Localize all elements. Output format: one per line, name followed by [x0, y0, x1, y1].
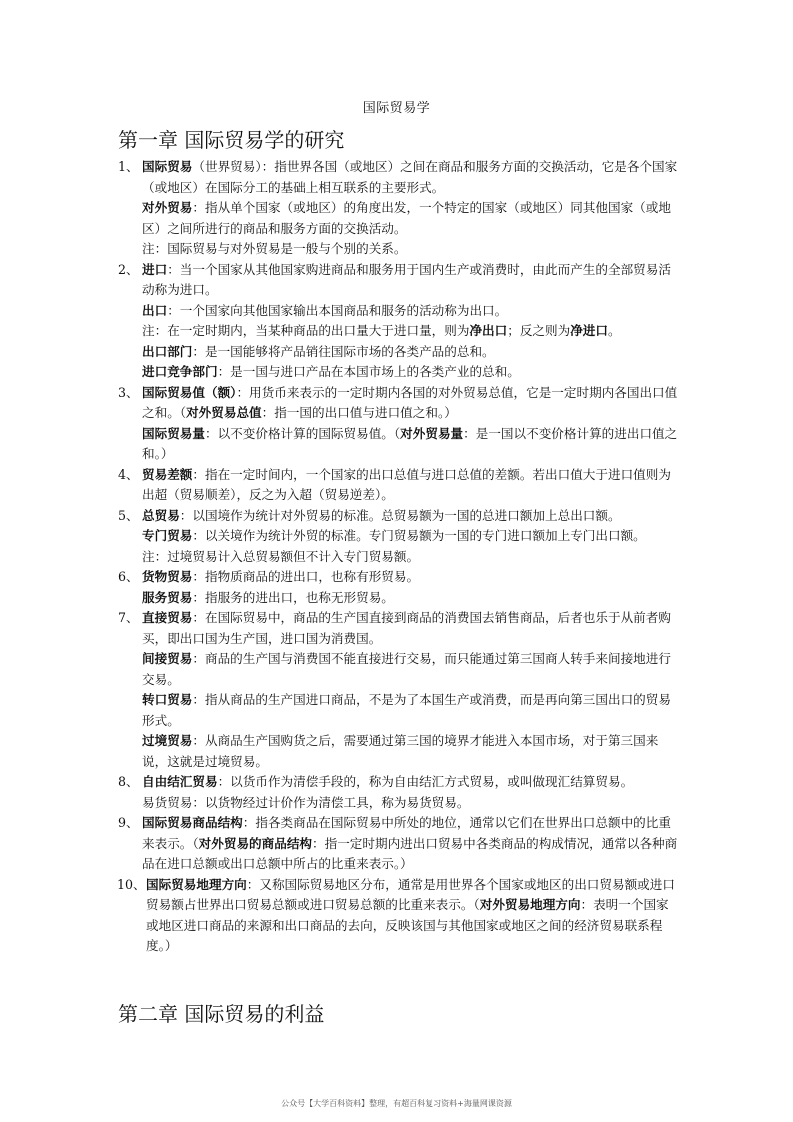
- main-definition: [142, 608, 678, 649]
- term: 对外贸易总值: [186, 405, 262, 420]
- definition-text: ：用货币来表示的一定时期内各国的对外贸易总值，它是一定时期内各国出口值之和。（: [142, 384, 678, 420]
- term: 出口部门: [142, 343, 193, 359]
- main-definition: [142, 383, 678, 424]
- definition-text: ：当一个国家从其他国家购进商品和服务用于国内生产或消费时，由此而产生的全部贸易活动称为进口。: [142, 261, 671, 297]
- footer-watermark: 公众号【大学百科资料】整理，有超百科复习资料+海量网课资源: [281, 1099, 512, 1108]
- definition-text: ：指服务的进出口，也称无形贸易。: [192, 589, 394, 605]
- note: 注：国际贸易与对外贸易是一般与个别的关系。: [142, 241, 407, 256]
- definition-text: ：又称国际贸易地区分布，通常是用世界各个国家或地区的出口贸易额或进口贸易额占世界出口贸易总额或进口贸易总额的比重来表示。（: [146, 876, 675, 912]
- term: 贸易差额: [142, 466, 193, 482]
- definition-text: ：是一国能够将产品销往国际市场的各类产品的总和。: [192, 343, 495, 359]
- term: 过境贸易: [142, 733, 193, 748]
- term: 国际贸易地理方向: [146, 876, 247, 892]
- definition-text: ：商品的生产国与消费国不能直接进行交易，而只能通过第三国商人转手来间接地进行交易。: [142, 651, 671, 687]
- item-number: 5、: [118, 507, 139, 523]
- term: 对外贸易量: [400, 425, 464, 441]
- sub-definition: [118, 342, 678, 363]
- definition-item-9: [118, 813, 678, 875]
- definition-text: ：以关境作为统计外贸的标准。专门贸易额为一国的专门进口额加上专门出口额。: [192, 528, 646, 543]
- definition-item-4: [118, 465, 678, 506]
- chapter-1-heading: 第一章 国际贸易学的研究: [118, 128, 345, 152]
- sub-definition: [118, 690, 678, 731]
- sub-definition: [118, 649, 678, 690]
- sub-definition: [118, 588, 678, 609]
- item-number: 8、: [118, 774, 139, 789]
- sub-definition: 易货贸易：以货物经过计价作为清偿工具，称为易货贸易。: [142, 794, 470, 810]
- term: 专门贸易: [142, 528, 193, 543]
- term: 对外贸易的商品结构: [198, 835, 313, 851]
- sub-definition: [118, 362, 678, 383]
- definition-item-5: [118, 506, 678, 527]
- item-number: 2、: [118, 261, 139, 277]
- term: 国际贸易商品结构: [142, 815, 243, 830]
- term: 总贸易: [142, 507, 180, 523]
- definition-text: （世界贸易）：指世界各国（或地区）之间在商品和服务方面的交换活动，它是各个国家（或地区）在国际分工的基础上相互联系的主要形式。: [142, 159, 678, 195]
- definition-text: ：以国境作为统计对外贸易的标准。总贸易额为一国的总进口额加上总出口额。: [179, 507, 621, 523]
- definition-text: ：一个国家向其他国家输出本国商品和服务的活动称为出口。: [167, 302, 508, 318]
- note-text: ；反之则为: [507, 323, 571, 338]
- main-definition: [142, 260, 678, 301]
- term: 对外贸易地理方向: [479, 897, 581, 912]
- item-number: 6、: [118, 569, 139, 584]
- main-definition: [142, 567, 678, 588]
- main-definition: [146, 875, 678, 957]
- definition-text: ：指一定时期内进出口贸易中各类商品的构成情况，通常以各种商品在进口总额或出口总额中所占的比重来表示。）: [142, 835, 678, 871]
- main-definition: [142, 465, 678, 506]
- item-number: 7、: [118, 610, 139, 625]
- term: 自由结汇贸易: [142, 774, 218, 789]
- main-definition: [142, 772, 678, 793]
- term: 进口竞争部门: [142, 364, 218, 379]
- term: 净出口: [469, 323, 508, 338]
- item-number: 1、: [118, 159, 139, 174]
- item-number: 3、: [118, 384, 139, 400]
- term: 直接贸易: [142, 610, 193, 625]
- term: 服务贸易: [142, 589, 193, 605]
- definition-text: ：在国际贸易中，商品的生产国直接到商品的消费国去销售商品，后者也乐于从前者购买，即出口国为生产国，进口国为消费国。: [142, 610, 671, 646]
- definition-item-10: [118, 875, 678, 957]
- note: 注：过境贸易计入总贸易额但不计入专门贸易额。: [142, 548, 420, 564]
- definition-item-6: [118, 567, 678, 588]
- term: 对外贸易: [142, 200, 193, 215]
- definition-text: ：指从单个国家（或地区）的角度出发，一个特定的国家（或地区）同其他国家（或地区）之间所进行的商品和服务方面的交换活动。: [142, 200, 671, 236]
- definition-text: ：指各类商品在国际贸易中所处的地位，通常以它们在世界出口总额中的比重来表示。（: [142, 815, 671, 851]
- sub-definition: [118, 526, 678, 547]
- term: 国际贸易值（额）: [142, 384, 237, 400]
- definition-item-3: [118, 383, 678, 424]
- definition-text: ：从商品生产国购货之后，需要通过第三国的境界才能进入本国市场，对于第三国来说，这就是过境贸易。: [142, 733, 659, 769]
- main-definition: [142, 813, 678, 875]
- sub-definition: [118, 198, 678, 239]
- main-definition: [142, 157, 678, 198]
- term: 货物贸易: [142, 569, 193, 584]
- definition-text: ：以货币作为清偿手段的，称为自由结汇方式贸易，或叫做现汇结算贸易。: [217, 774, 634, 789]
- note: [118, 321, 678, 342]
- definition-item-2: [118, 260, 678, 301]
- sub-definition: [118, 424, 678, 465]
- item-number: 4、: [118, 466, 139, 482]
- definition-item-7: [118, 608, 678, 649]
- definition-item-8: [118, 772, 678, 793]
- term: 净进口: [570, 323, 608, 338]
- main-definition: [142, 506, 678, 527]
- item-number: 9、: [118, 815, 139, 830]
- definition-text: ：指物质商品的进出口，也称有形贸易。: [192, 569, 420, 584]
- definitions-list: [118, 157, 678, 957]
- definition-text: ：指一国的出口值与进口值之和。）: [261, 405, 457, 420]
- sub-definition: [118, 731, 678, 772]
- definition-text: ：是一国与进口产品在本国市场上的各类产业的总和。: [217, 364, 520, 379]
- definition-text: ：表明一个国家或地区进口商品的来源和出口商品的去向，反映该国与其他国家或地区之间的经济贸易联系程度。）: [146, 897, 669, 953]
- note-text: 注：在一定时期内，当某种商品的出口量大于进口量，则为: [142, 323, 470, 338]
- term: 出口: [142, 302, 168, 318]
- term: 国际贸易量: [142, 425, 205, 441]
- note-text: 。: [607, 323, 621, 338]
- term: 国际贸易: [142, 159, 193, 174]
- term: 转口贸易: [142, 692, 193, 707]
- item-number: 10、: [117, 876, 146, 892]
- definition-text: ：指从商品的生产国进口商品，不是为了本国生产或消费，而是再向第三国出口的贸易形式。: [142, 692, 671, 728]
- term: 间接贸易: [142, 651, 193, 666]
- definition-text: ：是一国以不变价格计算的进出口值之和。）: [142, 425, 678, 461]
- definition-item-1: [118, 157, 678, 198]
- document-title: 国际贸易学: [362, 101, 431, 116]
- chapter-2-heading: 第二章 国际贸易的利益: [118, 1002, 325, 1026]
- definition-text: ：以不变价格计算的国际贸易值。（: [204, 425, 401, 441]
- definition-text: ：指在一定时间内，一个国家的出口总值与进口总值的差额。若出口值大于进口值则为出超（贸易顺差），反之为入超（贸易逆差）。: [142, 466, 671, 502]
- term: 进口: [142, 261, 168, 277]
- sub-definition: [118, 301, 678, 322]
